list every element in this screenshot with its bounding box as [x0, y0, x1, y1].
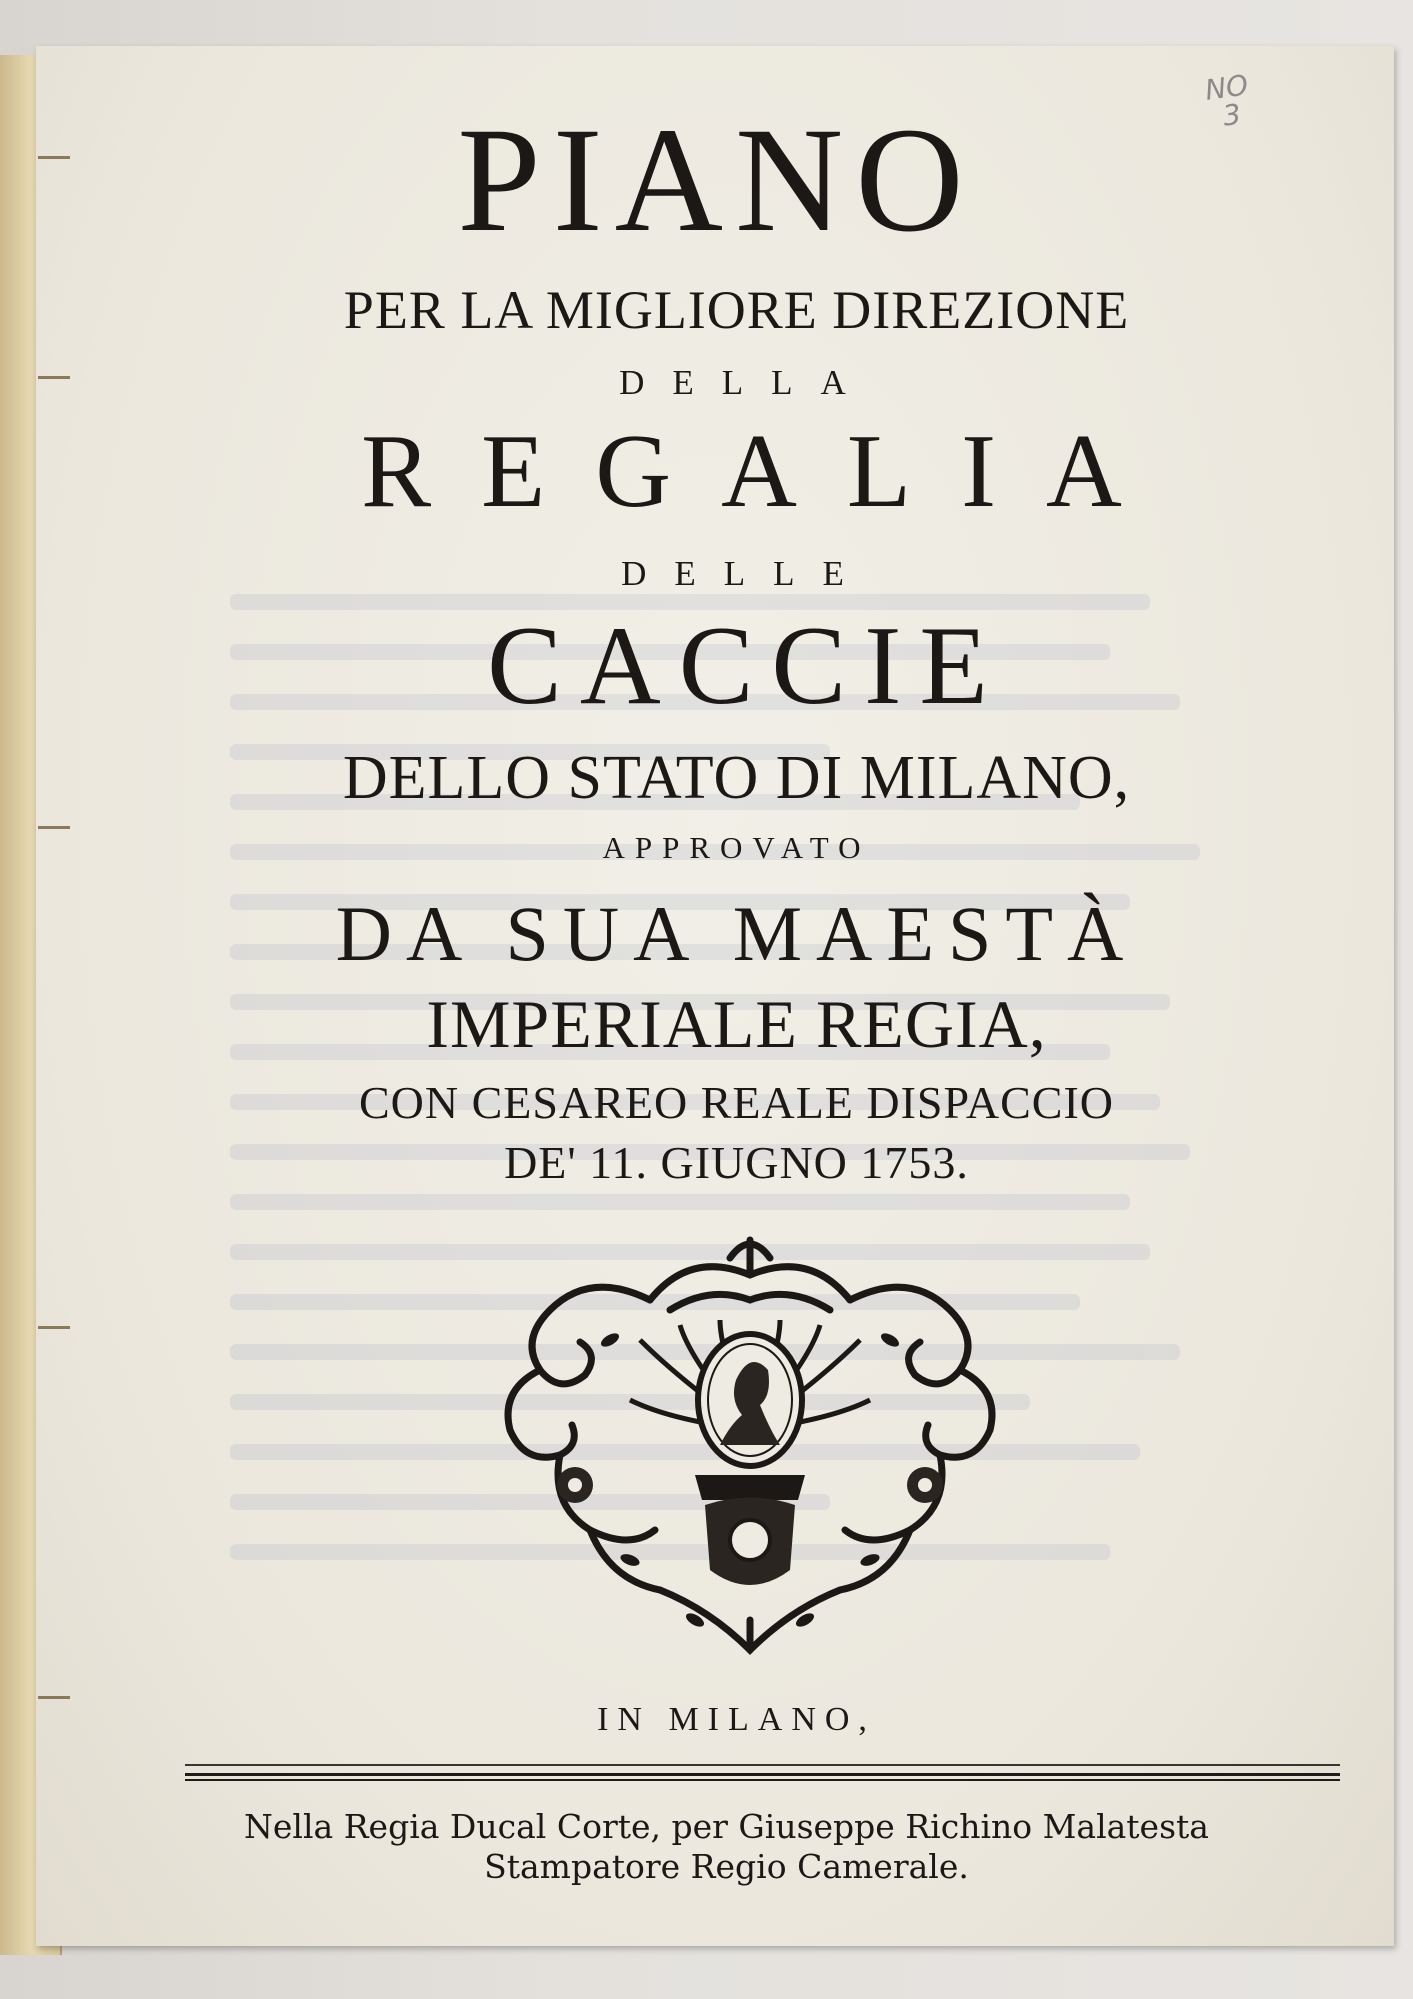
- imprint-line: Nella Regia Ducal Corte, per Giuseppe Richino Malatesta: [244, 1807, 1209, 1846]
- subtitle-line: PER LA MIGLIORE DIREZIONE: [343, 280, 1130, 340]
- place-of-publication: IN MILANO,: [597, 1701, 876, 1738]
- subtitle-line: DELLO STATO DI MILANO,: [342, 744, 1131, 812]
- binding-stitch: [38, 1326, 70, 1329]
- decree-line: CON CESAREO REALE DISPACCIO: [358, 1077, 1114, 1128]
- main-title: PIANO: [457, 97, 976, 263]
- authority-line: DA SUA MAESTÀ: [335, 890, 1138, 977]
- connector-line: DELLE: [621, 554, 872, 593]
- connector-line: APPROVATO: [602, 830, 871, 865]
- imprint-line: Stampatore Regio Camerale.: [484, 1847, 969, 1886]
- manuscript-note-line: NO: [1203, 68, 1251, 107]
- printers-device-ornament: [480, 1230, 1020, 1660]
- manuscript-note-line: 3: [1220, 97, 1244, 133]
- authority-line: IMPERIALE REGIA,: [426, 986, 1047, 1062]
- subject-heading: REGALIA: [361, 412, 1172, 529]
- binding-stitch: [38, 826, 70, 829]
- binding-stitch: [38, 1696, 70, 1699]
- subject-heading: CACCIE: [487, 604, 1006, 728]
- decree-date-line: DE' 11. GIUGNO 1753.: [504, 1137, 969, 1188]
- divider-rule: [185, 1764, 1340, 1766]
- divider-double-rule: [185, 1773, 1340, 1781]
- connector-line: DELLA: [619, 363, 874, 402]
